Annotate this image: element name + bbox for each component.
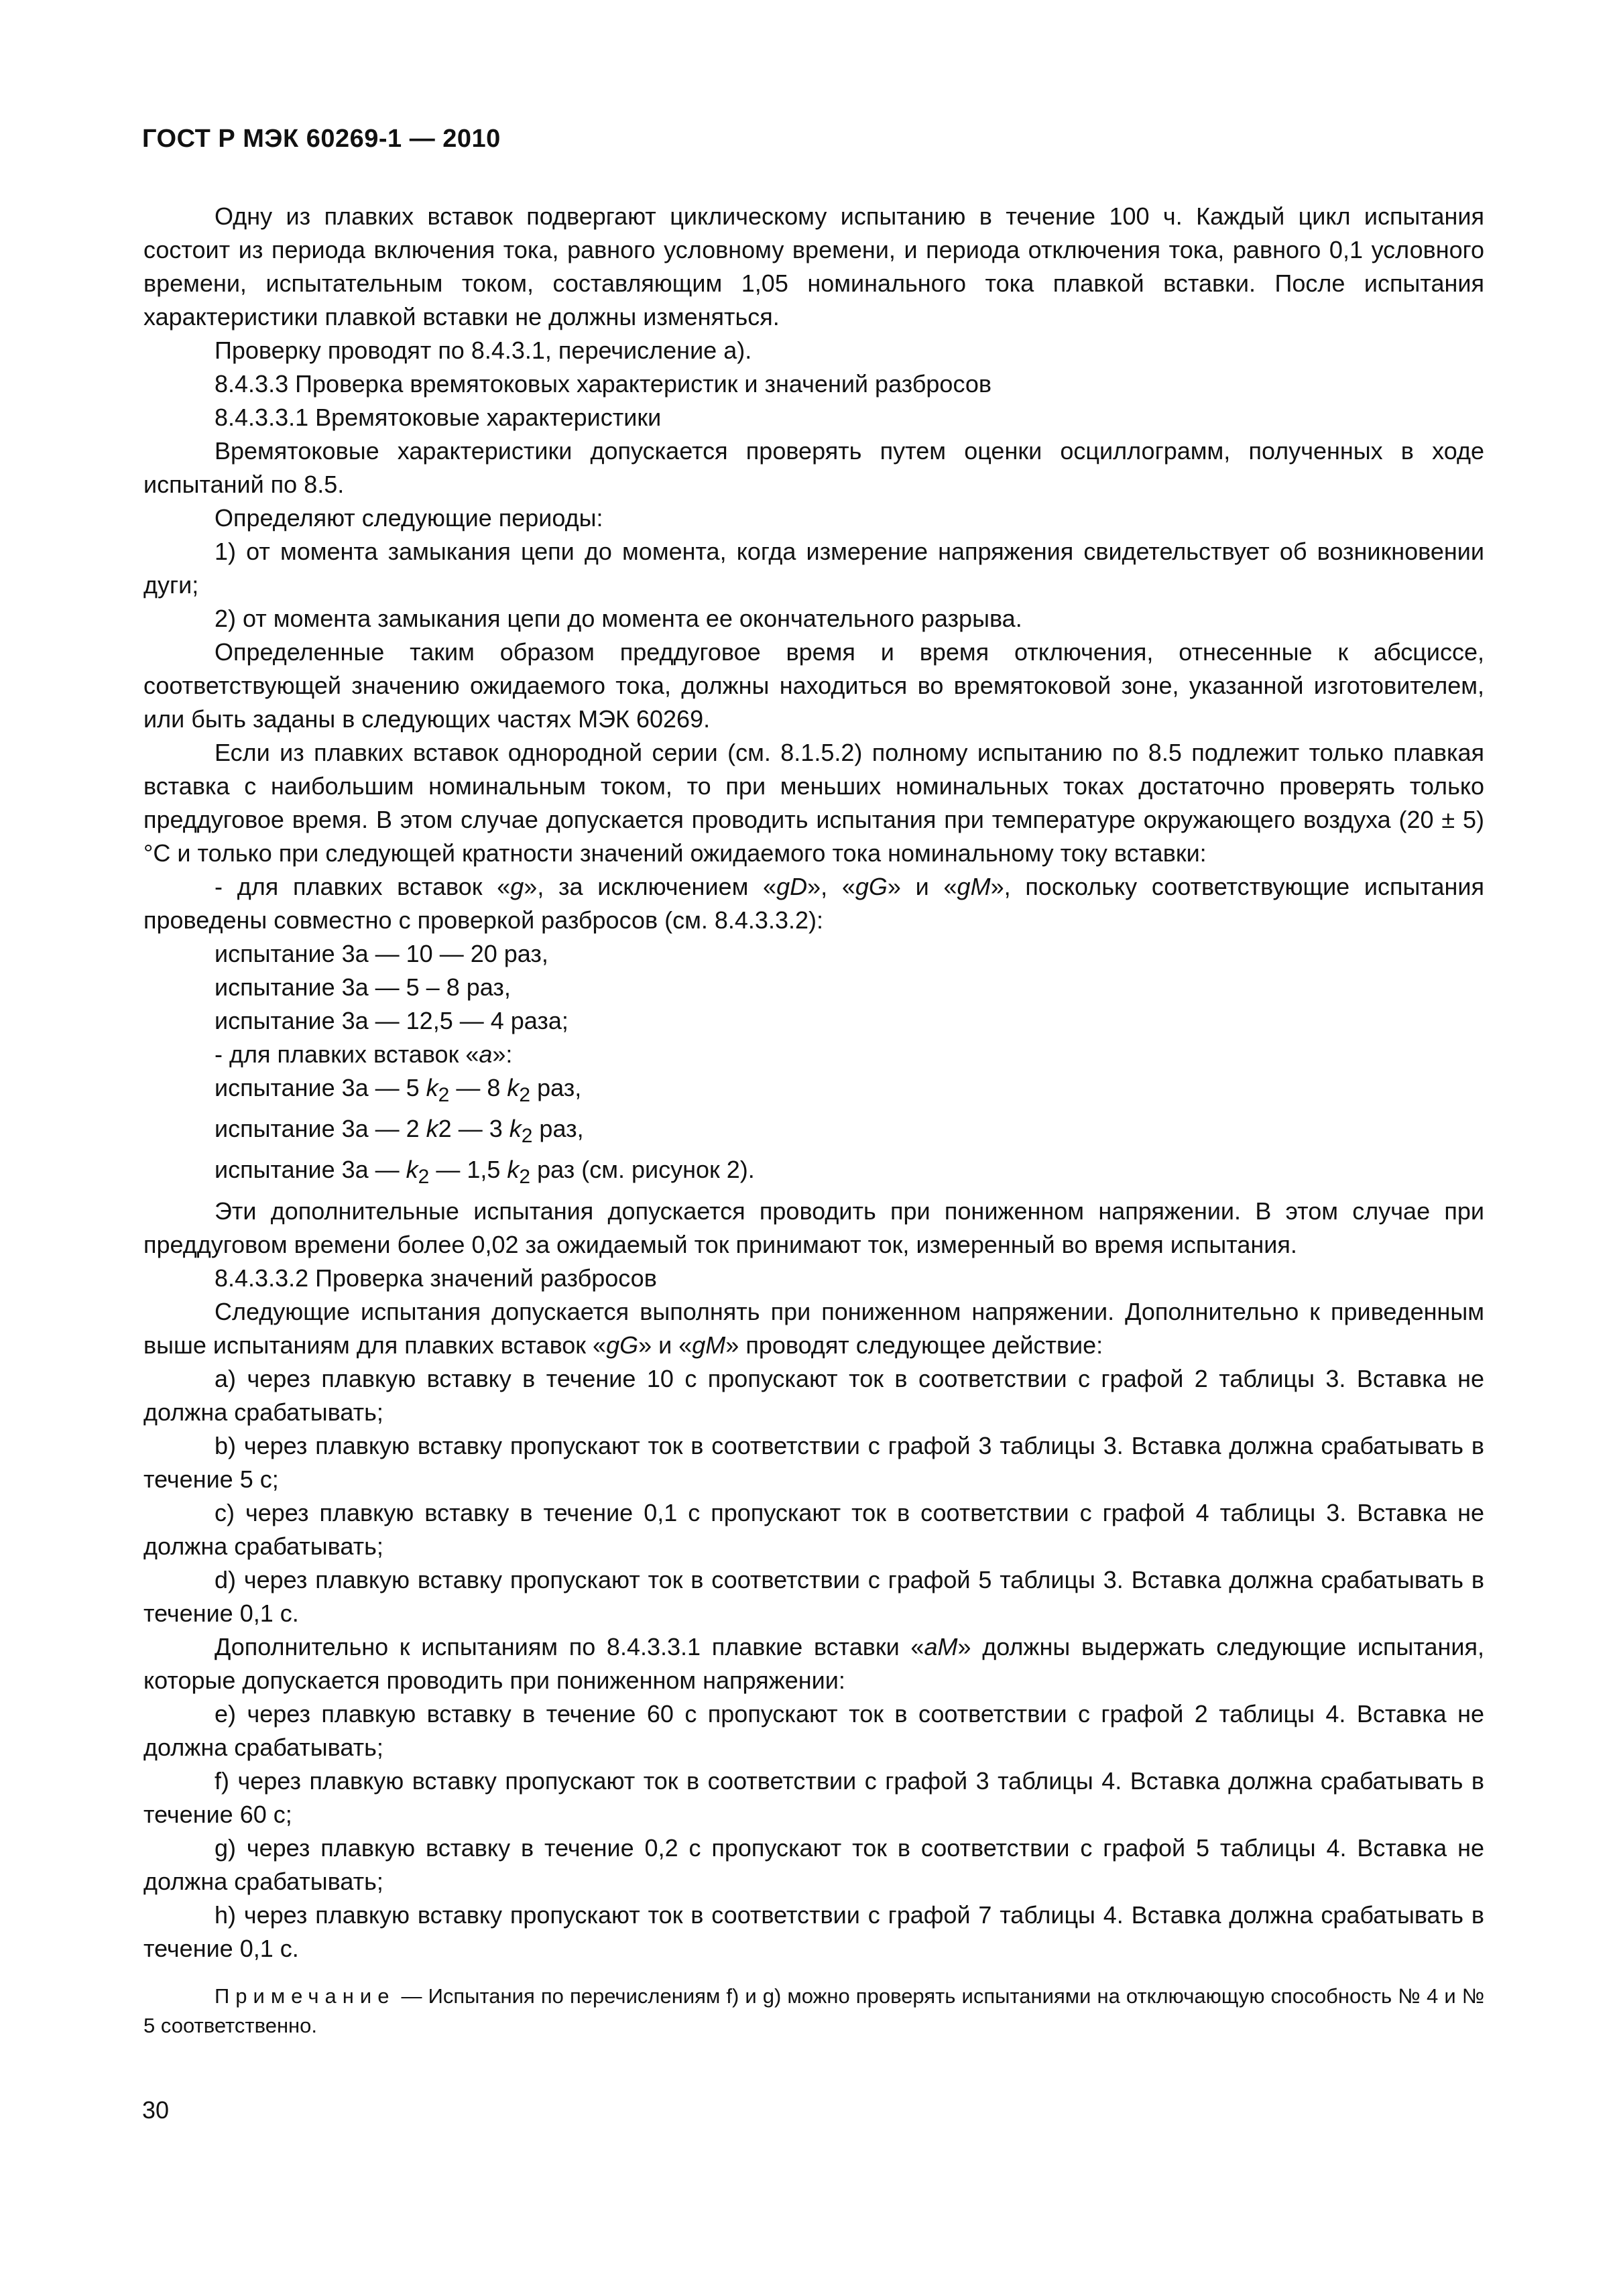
- test-line: испытание 3а — 10 — 20 раз,: [215, 940, 548, 967]
- list-item: 1) от момента замыкания цепи до момента, когда измерение напряжения свидетельствует об возникновении дуги;: [143, 538, 1484, 599]
- list-item: g) через плавкую вставку в течение 0,2 с пропускают ток в соответствии с графой 5 таблицы 4. Вставка не должна срабатывать;: [143, 1833, 1484, 1895]
- spread-intro: Следующие испытания допускается выполнять при пониженном напряжении. Дополнительно к приведенным выше испытаниям для плавких вставок «gG» и «gM» проводят следующее действие:: [143, 1297, 1484, 1359]
- list-item: с) через плавкую вставку в течение 0,1 с пропускают ток в соответствии с графой 4 таблицы 3. Вставка не должна срабатывать;: [143, 1498, 1484, 1560]
- section-heading: 8.4.3.3 Проверка времятоковых характеристик и значений разбросов: [215, 370, 991, 398]
- subsection-heading: 8.4.3.3.1 Времятоковые характеристики: [215, 404, 662, 431]
- list-item: f) через плавкую вставку пропускают ток в соответствии с графой 3 таблицы 4. Вставка должна срабатывать в течение 60 с;: [143, 1766, 1484, 1828]
- list-item: d) через плавкую вставку пропускают ток в соответствии с графой 5 таблицы 3. Вставка должна срабатывать в течение 0,1 с.: [143, 1565, 1484, 1627]
- list-item: а) через плавкую вставку в течение 10 с пропускают ток в соответствии с графой 2 таблицы 3. Вставка не должна срабатывать;: [143, 1364, 1484, 1426]
- paragraph: Одну из плавких вставок подвергают циклическому испытанию в течение 100 ч. Каждый цикл испытания состоит из периода включения тока, равного условному времени, и периода отключения тока, равного 0,1 условного времени, испытательным током, составляющим 1,05 номинального тока плавкой вставки. После испытания характеристики плавкой вставки не должны изменяться.: [143, 202, 1484, 330]
- page-number: 30: [142, 2096, 170, 2124]
- paragraph: Времятоковые характеристики допускается проверять путем оценки осциллограмм, полученных в ходе испытаний по 8.5.: [143, 437, 1484, 498]
- note-text: — Испытания по перечислениям f) и g) можно проверять испытаниями на отключающую способность № 4 и № 5 соответственно.: [143, 1984, 1484, 2037]
- test-line: испытание 3а — $k_2$ — 1,5 $k_2$ раз (см. рисунок 2).: [215, 1156, 755, 1189]
- test-line: испытание 3а — 12,5 — 4 раза;: [215, 1007, 568, 1034]
- paragraph: Если из плавких вставок однородной серии (см. 8.1.5.2) полному испытанию по 8.5 подлежит только плавкая вставка с наибольшим номинальным током, то при меньших номинальных токах достаточно проверять только преддуговое время. В этом случае допускается проводить испытания при температуре окружающего воздуха (20 ± 5) °С и только при следующей кратности значений ожидаемого тока номинальному току вставки:: [143, 739, 1484, 867]
- a-fuse-item: - для плавких вставок «а»:: [215, 1040, 513, 1068]
- paragraph: Определенные таким образом преддуговое время и время отключения, отнесенные к абсциссе, соответствующей значению ожидаемого тока, должны находиться во времятоковой зоне, указанной изготовителем, или быть заданы в следующих частях МЭК 60269.: [143, 638, 1484, 733]
- list-item: е) через плавкую вставку в течение 60 с пропускают ток в соответствии с графой 2 таблицы 4. Вставка не должна срабатывать;: [143, 1699, 1484, 1761]
- test-line: испытание 3а — 5 $k_2$ — 8 $k_2$ раз,: [215, 1074, 582, 1107]
- subsection-heading: 8.4.3.3.2 Проверка значений разбросов: [215, 1264, 657, 1292]
- paragraph: Проверку проводят по 8.4.3.1, перечисление а).: [215, 337, 752, 364]
- am-intro: Дополнительно к испытаниям по 8.4.3.3.1 плавкие вставки «aM» должны выдержать следующие испытания, которые допускается проводить при пониженном напряжении:: [143, 1632, 1484, 1694]
- note: [143, 1982, 1484, 2041]
- list-item: h) через плавкую вставку пропускают ток в соответствии с графой 7 таблицы 4. Вставка должна срабатывать в течение 0,1 с.: [143, 1900, 1484, 1962]
- list-item: b) через плавкую вставку пропускают ток в соответствии с графой 3 таблицы 3. Вставка должна срабатывать в течение 5 с;: [143, 1431, 1484, 1493]
- document-body: [143, 200, 1484, 2041]
- paragraph: Определяют следующие периоды:: [215, 504, 603, 532]
- document-header: ГОСТ Р МЭК 60269-1 — 2010: [142, 125, 501, 153]
- test-line: испытание 3а — 2 k2 — 3 $k_2$ раз,: [215, 1115, 584, 1148]
- test-line: испытание 3а — 5 – 8 раз,: [215, 973, 511, 1001]
- paragraph: Эти дополнительные испытания допускается проводить при пониженном напряжении. В этом случае при преддуговом времени более 0,02 за ожидаемый ток принимают ток, измеренный во время испытания.: [143, 1197, 1484, 1258]
- note-label: Примечание: [215, 1984, 396, 2008]
- list-item: 2) от момента замыкания цепи до момента ее окончательного разрыва.: [215, 605, 1022, 632]
- g-fuse-item: - для плавких вставок «g», за исключением «gD», «gG» и «gM», поскольку соответствующие испытания проведены совместно с проверкой разбросов (см. 8.4.3.3.2):: [143, 873, 1485, 934]
